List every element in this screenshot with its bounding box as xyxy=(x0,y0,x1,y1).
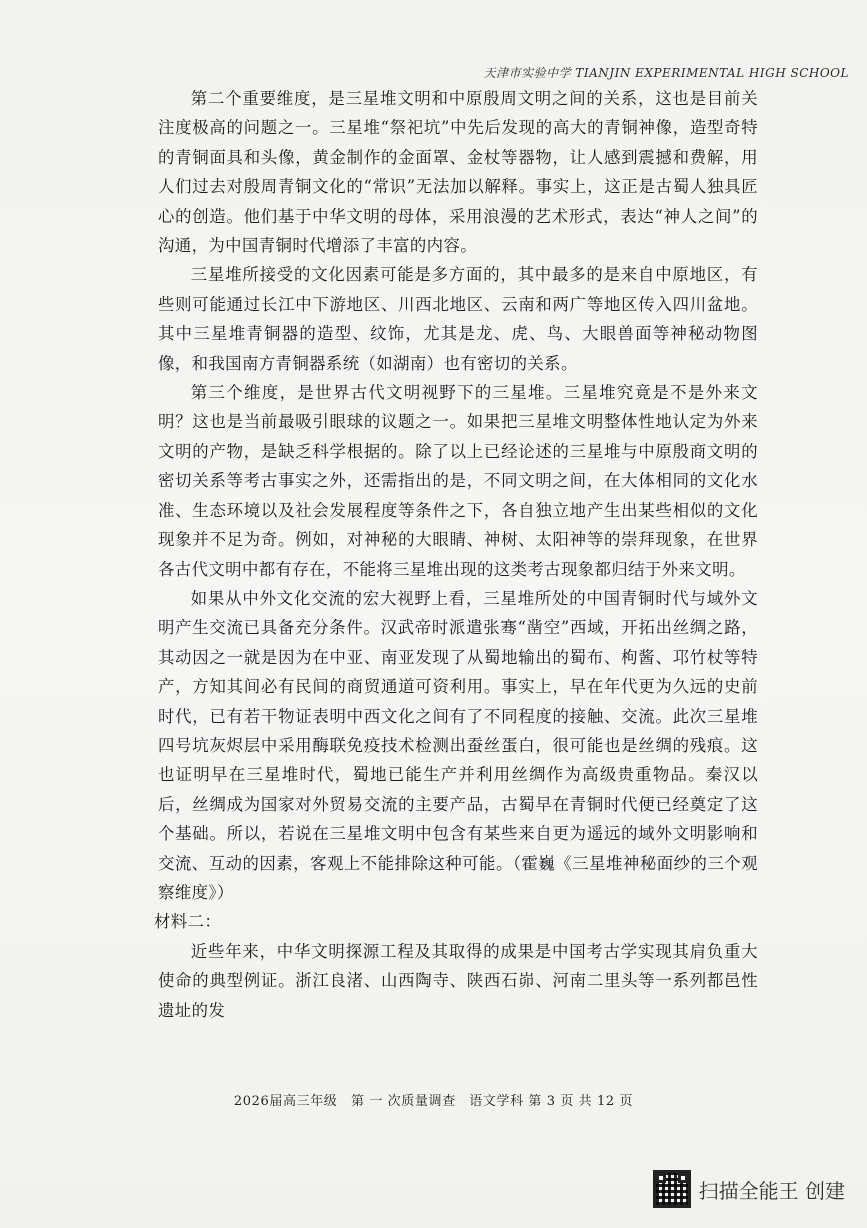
material-label: 材料二： xyxy=(154,912,222,932)
paragraph: 第三个维度，是世界古代文明视野下的三星堆。三星堆究竟是不是外来文明？这也是当前最吸引眼球的议题之一。如果把三星堆文明整体性地认定为外来文明的产物，是缺乏科学根据的。除了以上已经论述的三星堆与中原殷商文明的密切关系等考古事实之外，还需指出的是，不同文明之间，在大体相同的文化水准、生态环境以及社会发展程度等条件之下，各自独立地产生出某些相似的文化现象并不足为奇。例如，对神秘的大眼睛、神树、太阳神等的崇拜现象，在世界各古代文明中都有存在，不能将三星堆出现的这类考古现象都归结于外来文明。 xyxy=(158,383,758,579)
watermark-text: 扫描全能王 创建 xyxy=(698,1178,845,1203)
school-header: 天津市实验中学 TIANJIN EXPERIMENTAL HIGH SCHOOL xyxy=(483,66,849,80)
qr-code-icon xyxy=(653,1170,691,1208)
paragraph: 第二个重要维度，是三星堆文明和中原殷周文明之间的关系，这也是目前关注度极高的问题之一。三星堆“祭祀坑”中先后发现的高大的青铜神像，造型奇特的青铜面具和头像，黄金制作的金面罩、金杖等器物，让人感到震撼和费解，用人们过去对殷周青铜文化的“常识”无法加以解释。事实上，这正是古蜀人独具匠心的创造。他们基于中华文明的母体，采用浪漫的艺术形式，表达“神人之间”的沟通，为中国青铜时代增添了丰富的内容。 xyxy=(158,89,758,256)
paragraph: 如果从中外文化交流的宏大视野上看，三星堆所处的中国青铜时代与域外文明产生交流已具备充分条件。汉武帝时派遣张骞“凿空”西域，开拓出丝绸之路，其动因之一就是因为在中亚、南亚发现了从蜀地输出的蜀布、枸酱、邛竹杖等特产，方知其间必有民间的商贸通道可资利用。事实上，早在年代更为久远的史前时代，已有若干物证表明中西文化之间有了不同程度的接触、交流。此次三星堆四号坑灰烬层中采用酶联免疫技术检测出蚕丝蛋白，很可能也是丝绸的残痕。这也证明早在三星堆时代，蜀地已能生产并利用丝绸作为高级贵重物品。秦汉以后，丝绸成为国家对外贸易交流的主要产品，古蜀早在青铜时代便已经奠定了这个基础。所以，若说在三星堆文明中包含有某些来自更为遥远的域外文明影响和交流、互动的因素，客观上不能排除这种可能。（霍巍《三星堆神秘面纱的三个观察维度》） xyxy=(158,588,758,902)
paragraph: 近些年来，中华文明探源工程及其取得的成果是中国考古学实现其肩负重大使命的典型例证。浙江良渚、山西陶寺、陕西石峁、河南二里头等一系列都邑性遗址的发 xyxy=(158,941,758,1020)
paragraph: 三星堆所接受的文化因素可能是多方面的，其中最多的是来自中原地区，有些则可能通过长江中下游地区、川西北地区、云南和两广等地区传入四川盆地。其中三星堆青铜器的造型、纹饰，尤其是龙、虎、鸟、大眼兽面等神秘动物图像，和我国南方青铜器系统（如湖南）也有密切的关系。 xyxy=(158,265,758,373)
scanner-watermark xyxy=(653,1170,845,1208)
document-body xyxy=(154,84,758,1025)
page-footer: 2026届高三年级 第 一 次质量调查 语文学科 第 3 页 共 12 页 xyxy=(233,1094,634,1109)
